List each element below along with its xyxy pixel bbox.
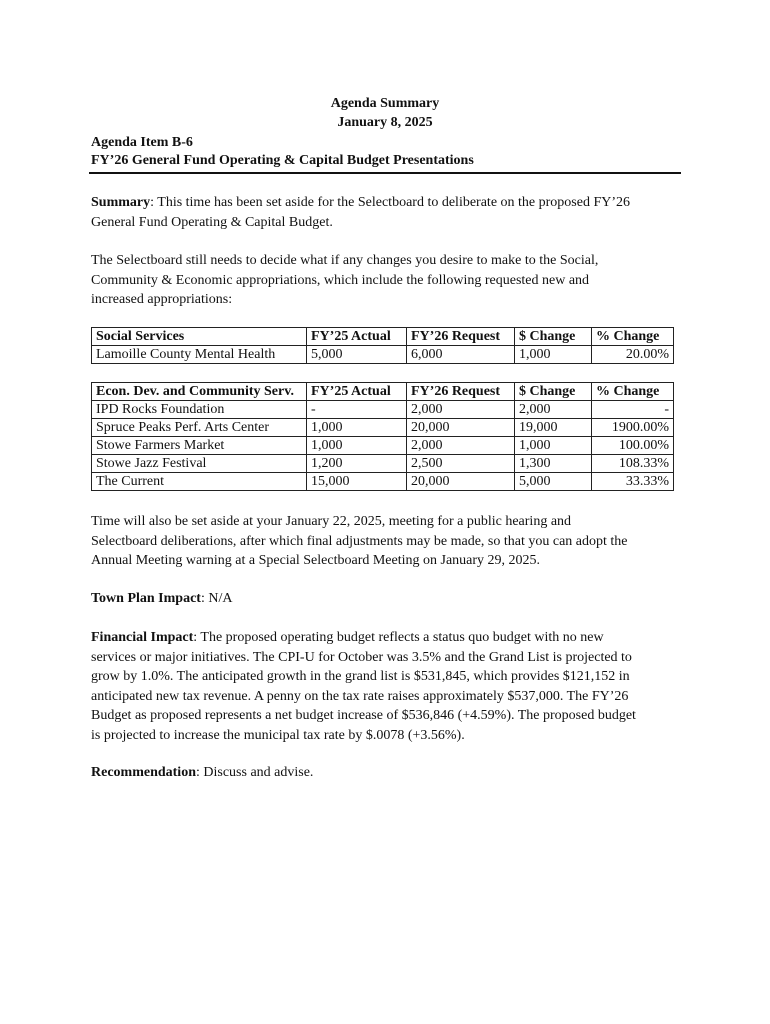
column-header: % Change — [592, 383, 674, 401]
table-header-row — [92, 383, 674, 401]
column-header: % Change — [592, 328, 674, 346]
table-cell: 19,000 — [515, 419, 592, 437]
financial-text-1: : The proposed operating budget reflects a status quo budget with no new — [193, 630, 604, 645]
town-plan-value: : N/A — [200, 591, 233, 606]
financial-text-5: Budget as proposed represents a net budget increase of $536,846 (+4.59%). The proposed budget — [91, 708, 636, 723]
table-cell: 20,000 — [407, 419, 515, 437]
financial-text-3: grow by 1.0%. The anticipated growth in the grand list is $531,845, which provides $121,152 in — [91, 669, 630, 684]
town-plan-label: Town Plan Impact — [91, 591, 201, 606]
table-cell: 20,000 — [407, 473, 515, 491]
table-row — [92, 455, 674, 473]
table-cell: IPD Rocks Foundation — [92, 401, 307, 419]
table-cell: 33.33% — [592, 473, 674, 491]
financial-text-6: is projected to increase the municipal tax rate by $.0078 (+3.56%). — [91, 727, 465, 743]
column-header: Econ. Dev. and Community Serv. — [92, 383, 307, 401]
table-cell: Lamoille County Mental Health — [92, 346, 307, 364]
table-row — [92, 473, 674, 491]
intro-text-3: increased appropriations: — [91, 292, 233, 307]
table-cell: 2,000 — [515, 401, 592, 419]
table-cell: 5,000 — [515, 473, 592, 491]
table-cell: 1900.00% — [592, 419, 674, 437]
header-divider — [89, 172, 681, 174]
table-cell: 15,000 — [307, 473, 407, 491]
table-cell: 2,000 — [407, 401, 515, 419]
table-cell: 1,200 — [307, 455, 407, 473]
table-cell: 108.33% — [592, 455, 674, 473]
table-cell: 6,000 — [407, 346, 515, 364]
table-cell: - — [307, 401, 407, 419]
table-cell: 100.00% — [592, 437, 674, 455]
table-cell: 1,000 — [515, 437, 592, 455]
intro-text-1: The Selectboard still needs to decide what if any changes you desire to make to the Social, — [91, 253, 599, 268]
column-header: $ Change — [515, 383, 592, 401]
table-cell: Stowe Farmers Market — [92, 437, 307, 455]
financial-text-4: anticipated new tax revenue. A penny on the tax rate raises approximately $537,000. The FY’26 — [91, 688, 629, 704]
recommendation-paragraph — [91, 763, 681, 783]
table-row — [92, 401, 674, 419]
table-cell: Stowe Jazz Festival — [92, 455, 307, 473]
column-header: FY’26 Request — [407, 383, 515, 401]
table-cell: 20.00% — [592, 346, 674, 364]
column-header: FY’25 Actual — [307, 383, 407, 401]
recommendation-value: : Discuss and advise. — [196, 765, 314, 780]
table-row — [92, 346, 674, 364]
table-cell: 5,000 — [307, 346, 407, 364]
agenda-subject: FY’26 General Fund Operating & Capital Budget Presentations — [91, 153, 474, 168]
table-cell: 2,000 — [407, 437, 515, 455]
financial-impact-paragraph — [91, 628, 681, 745]
town-plan-paragraph — [91, 589, 681, 609]
summary-label: Summary — [91, 195, 151, 210]
table-cell: 1,000 — [515, 346, 592, 364]
table-cell: 1,300 — [515, 455, 592, 473]
summary-paragraph — [91, 193, 681, 232]
financial-impact-label: Financial Impact — [91, 630, 194, 645]
column-header: Social Services — [92, 328, 307, 346]
table-header-row — [92, 328, 674, 346]
table-cell: The Current — [92, 473, 307, 491]
hearing-paragraph — [91, 512, 681, 571]
column-header: $ Change — [515, 328, 592, 346]
summary-text-2: General Fund Operating & Capital Budget. — [91, 214, 333, 230]
table-row — [92, 419, 674, 437]
recommendation-label: Recommendation — [91, 765, 196, 780]
intro-paragraph — [91, 251, 681, 310]
agenda-item: Agenda Item B-6 — [91, 135, 193, 150]
doc-date: January 8, 2025 — [337, 115, 433, 130]
table-cell: 2,500 — [407, 455, 515, 473]
doc-title: Agenda Summary — [330, 96, 440, 111]
hearing-text-1: Time will also be set aside at your January 22, 2025, meeting for a public hearing and — [91, 514, 572, 529]
table-cell: Spruce Peaks Perf. Arts Center — [92, 419, 307, 437]
econ-dev-table — [91, 382, 674, 491]
table-cell: - — [592, 401, 674, 419]
table-cell: 1,000 — [307, 437, 407, 455]
hearing-text-3: Annual Meeting warning at a Special Selectboard Meeting on January 29, 2025. — [91, 553, 541, 568]
table-cell: 1,000 — [307, 419, 407, 437]
column-header: FY’25 Actual — [307, 328, 407, 346]
table-row — [92, 437, 674, 455]
summary-text-1: : This time has been set aside for the Selectboard to deliberate on the proposed FY’26 — [150, 195, 631, 210]
intro-text-2: Community & Economic appropriations, which include the following requested new and — [91, 272, 590, 288]
column-header: FY’26 Request — [407, 328, 515, 346]
hearing-text-2: Selectboard deliberations, after which final adjustments may be made, so that you can adopt the — [91, 533, 628, 549]
financial-text-2: services or major initiatives. The CPI-U for October was 3.5% and the Grand List is projected to — [91, 649, 632, 665]
social-services-table — [91, 327, 674, 364]
